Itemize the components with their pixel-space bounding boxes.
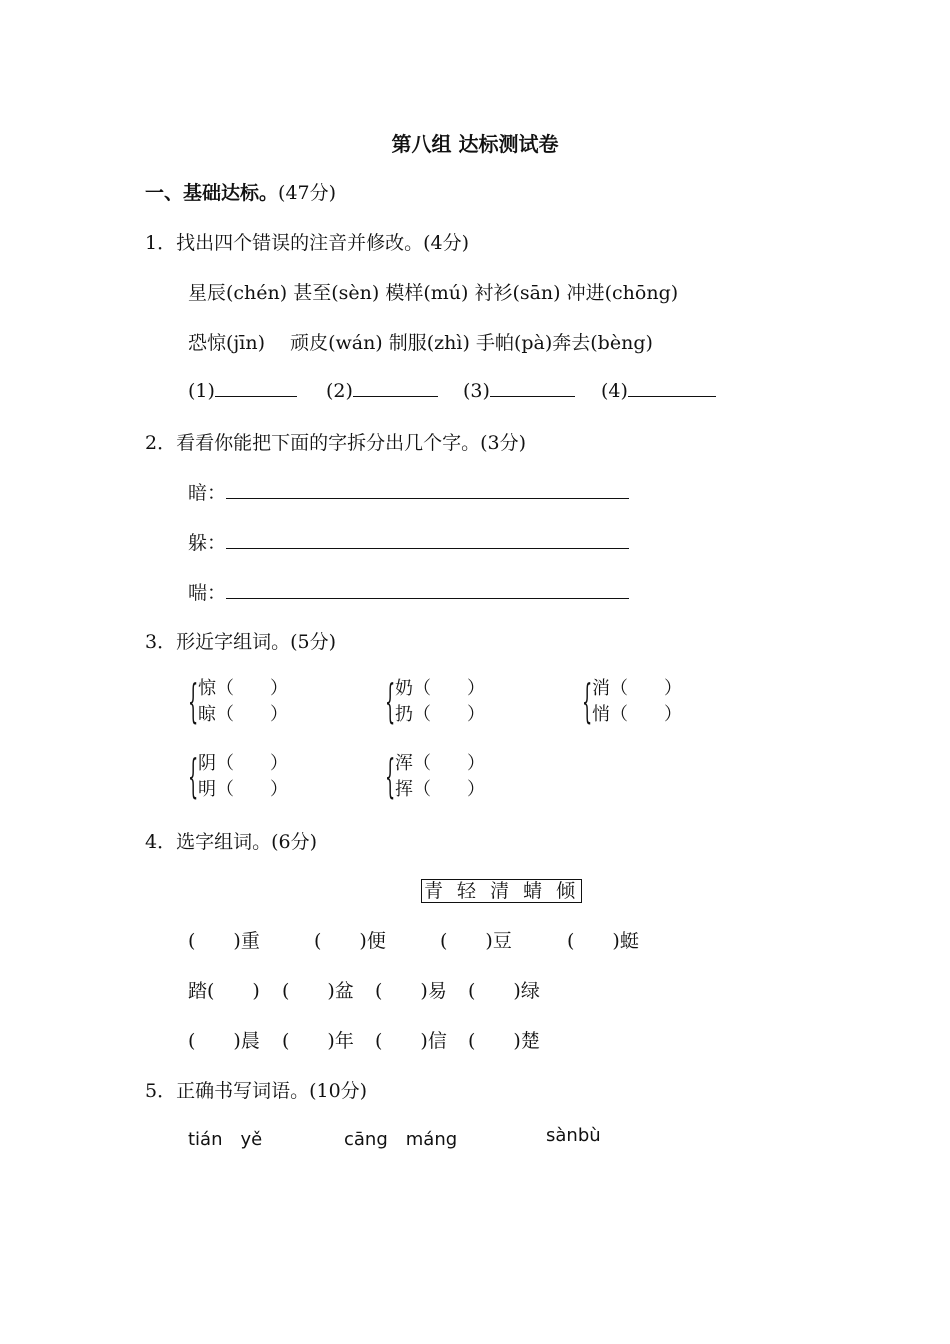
answer-blank-2[interactable] [326, 378, 438, 402]
char-pair-top[interactable]: 消（ ） [592, 678, 682, 699]
word-slot[interactable]: ( )绿 [468, 980, 540, 1002]
word-slot[interactable]: ( )盆 [282, 980, 354, 1002]
pinyin-word: cāng máng [344, 1129, 458, 1150]
char-pair-group [582, 676, 702, 730]
section-score: (47分) [278, 182, 337, 204]
blank-label: (2) [326, 380, 353, 402]
word-slot[interactable]: ( )年 [282, 1030, 354, 1052]
word-slot[interactable]: ( )易 [375, 980, 447, 1002]
blank-line [490, 378, 575, 397]
split-item-label: 喘： [188, 582, 227, 604]
char-pair-top[interactable]: 阴（ ） [198, 753, 288, 774]
brace-icon: { [385, 749, 396, 803]
split-item-1[interactable] [188, 478, 629, 505]
split-item-2[interactable] [188, 528, 629, 555]
word-slot[interactable]: ( )楚 [468, 1030, 540, 1052]
pinyin-word: sànbù [546, 1125, 601, 1146]
split-item-line [226, 530, 629, 549]
section-number: 一、 [145, 182, 184, 204]
word-slot[interactable]: ( )豆 [440, 930, 512, 952]
section-heading [145, 178, 336, 205]
blank-label: (4) [601, 380, 628, 402]
char-pair-top[interactable]: 惊（ ） [198, 678, 288, 699]
blank-line [628, 378, 716, 397]
question-1-line-1: 星辰(chén) 甚至(sèn) 模样(mú) 衬衫(sān) 冲进(chōng) [188, 282, 679, 304]
question-2-prompt: 2．看看你能把下面的字拆分出几个字。(3分) [145, 432, 527, 454]
brace-icon: { [582, 674, 593, 728]
blank-line [353, 378, 438, 397]
word-slot[interactable]: ( )蜓 [567, 930, 639, 952]
char-pair-bottom[interactable]: 挥（ ） [395, 779, 485, 800]
character-options: 青 轻 清 蜻 倾 [421, 879, 582, 903]
word-slot[interactable]: ( )晨 [188, 1030, 260, 1052]
question-5-prompt: 5．正确书写词语。(10分) [145, 1080, 368, 1102]
word-slot[interactable]: ( )重 [188, 930, 260, 952]
char-pair-bottom[interactable]: 明（ ） [198, 779, 288, 800]
char-pair-top[interactable]: 浑（ ） [395, 753, 485, 774]
split-item-label: 暗： [188, 482, 227, 504]
answer-blank-1[interactable] [188, 378, 297, 402]
brace-icon: { [385, 674, 396, 728]
char-pair-bottom[interactable]: 悄（ ） [592, 704, 682, 725]
blank-label: (1) [188, 380, 215, 402]
section-heading-text: 基础达标。 [183, 182, 279, 204]
page-title: 第八组 达标测试卷 [391, 132, 559, 156]
question-1-prompt: 1．找出四个错误的注音并修改。(4分) [145, 232, 470, 254]
question-1-line-2: 恐惊(jīn) 顽皮(wán) 制服(zhì) 手帕(pà)奔去(bèng) [188, 332, 653, 354]
split-item-label: 躲： [188, 532, 227, 554]
char-pair-bottom[interactable]: 扔（ ） [395, 704, 485, 725]
split-item-line [226, 480, 629, 499]
word-slot[interactable]: 踏( ) [188, 980, 260, 1002]
split-item-line [226, 580, 629, 599]
char-pair-group [188, 676, 308, 730]
char-pair-group [385, 751, 505, 805]
question-3-prompt: 3．形近字组词。(5分) [145, 631, 337, 653]
answer-blank-4[interactable] [601, 378, 716, 402]
answer-blank-3[interactable] [463, 378, 575, 402]
blank-line [215, 378, 297, 397]
word-slot[interactable]: ( )信 [375, 1030, 447, 1052]
split-item-3[interactable] [188, 578, 629, 605]
word-slot[interactable]: ( )便 [314, 930, 386, 952]
char-pair-top[interactable]: 奶（ ） [395, 678, 485, 699]
brace-icon: { [188, 674, 199, 728]
char-pair-group [188, 751, 308, 805]
character-options-box [421, 876, 582, 903]
char-pair-group [385, 676, 505, 730]
question-4-prompt: 4．选字组词。(6分) [145, 831, 318, 853]
char-pair-bottom[interactable]: 晾（ ） [198, 704, 288, 725]
blank-label: (3) [463, 380, 490, 402]
pinyin-word: tián yě [188, 1129, 263, 1150]
brace-icon: { [188, 749, 199, 803]
